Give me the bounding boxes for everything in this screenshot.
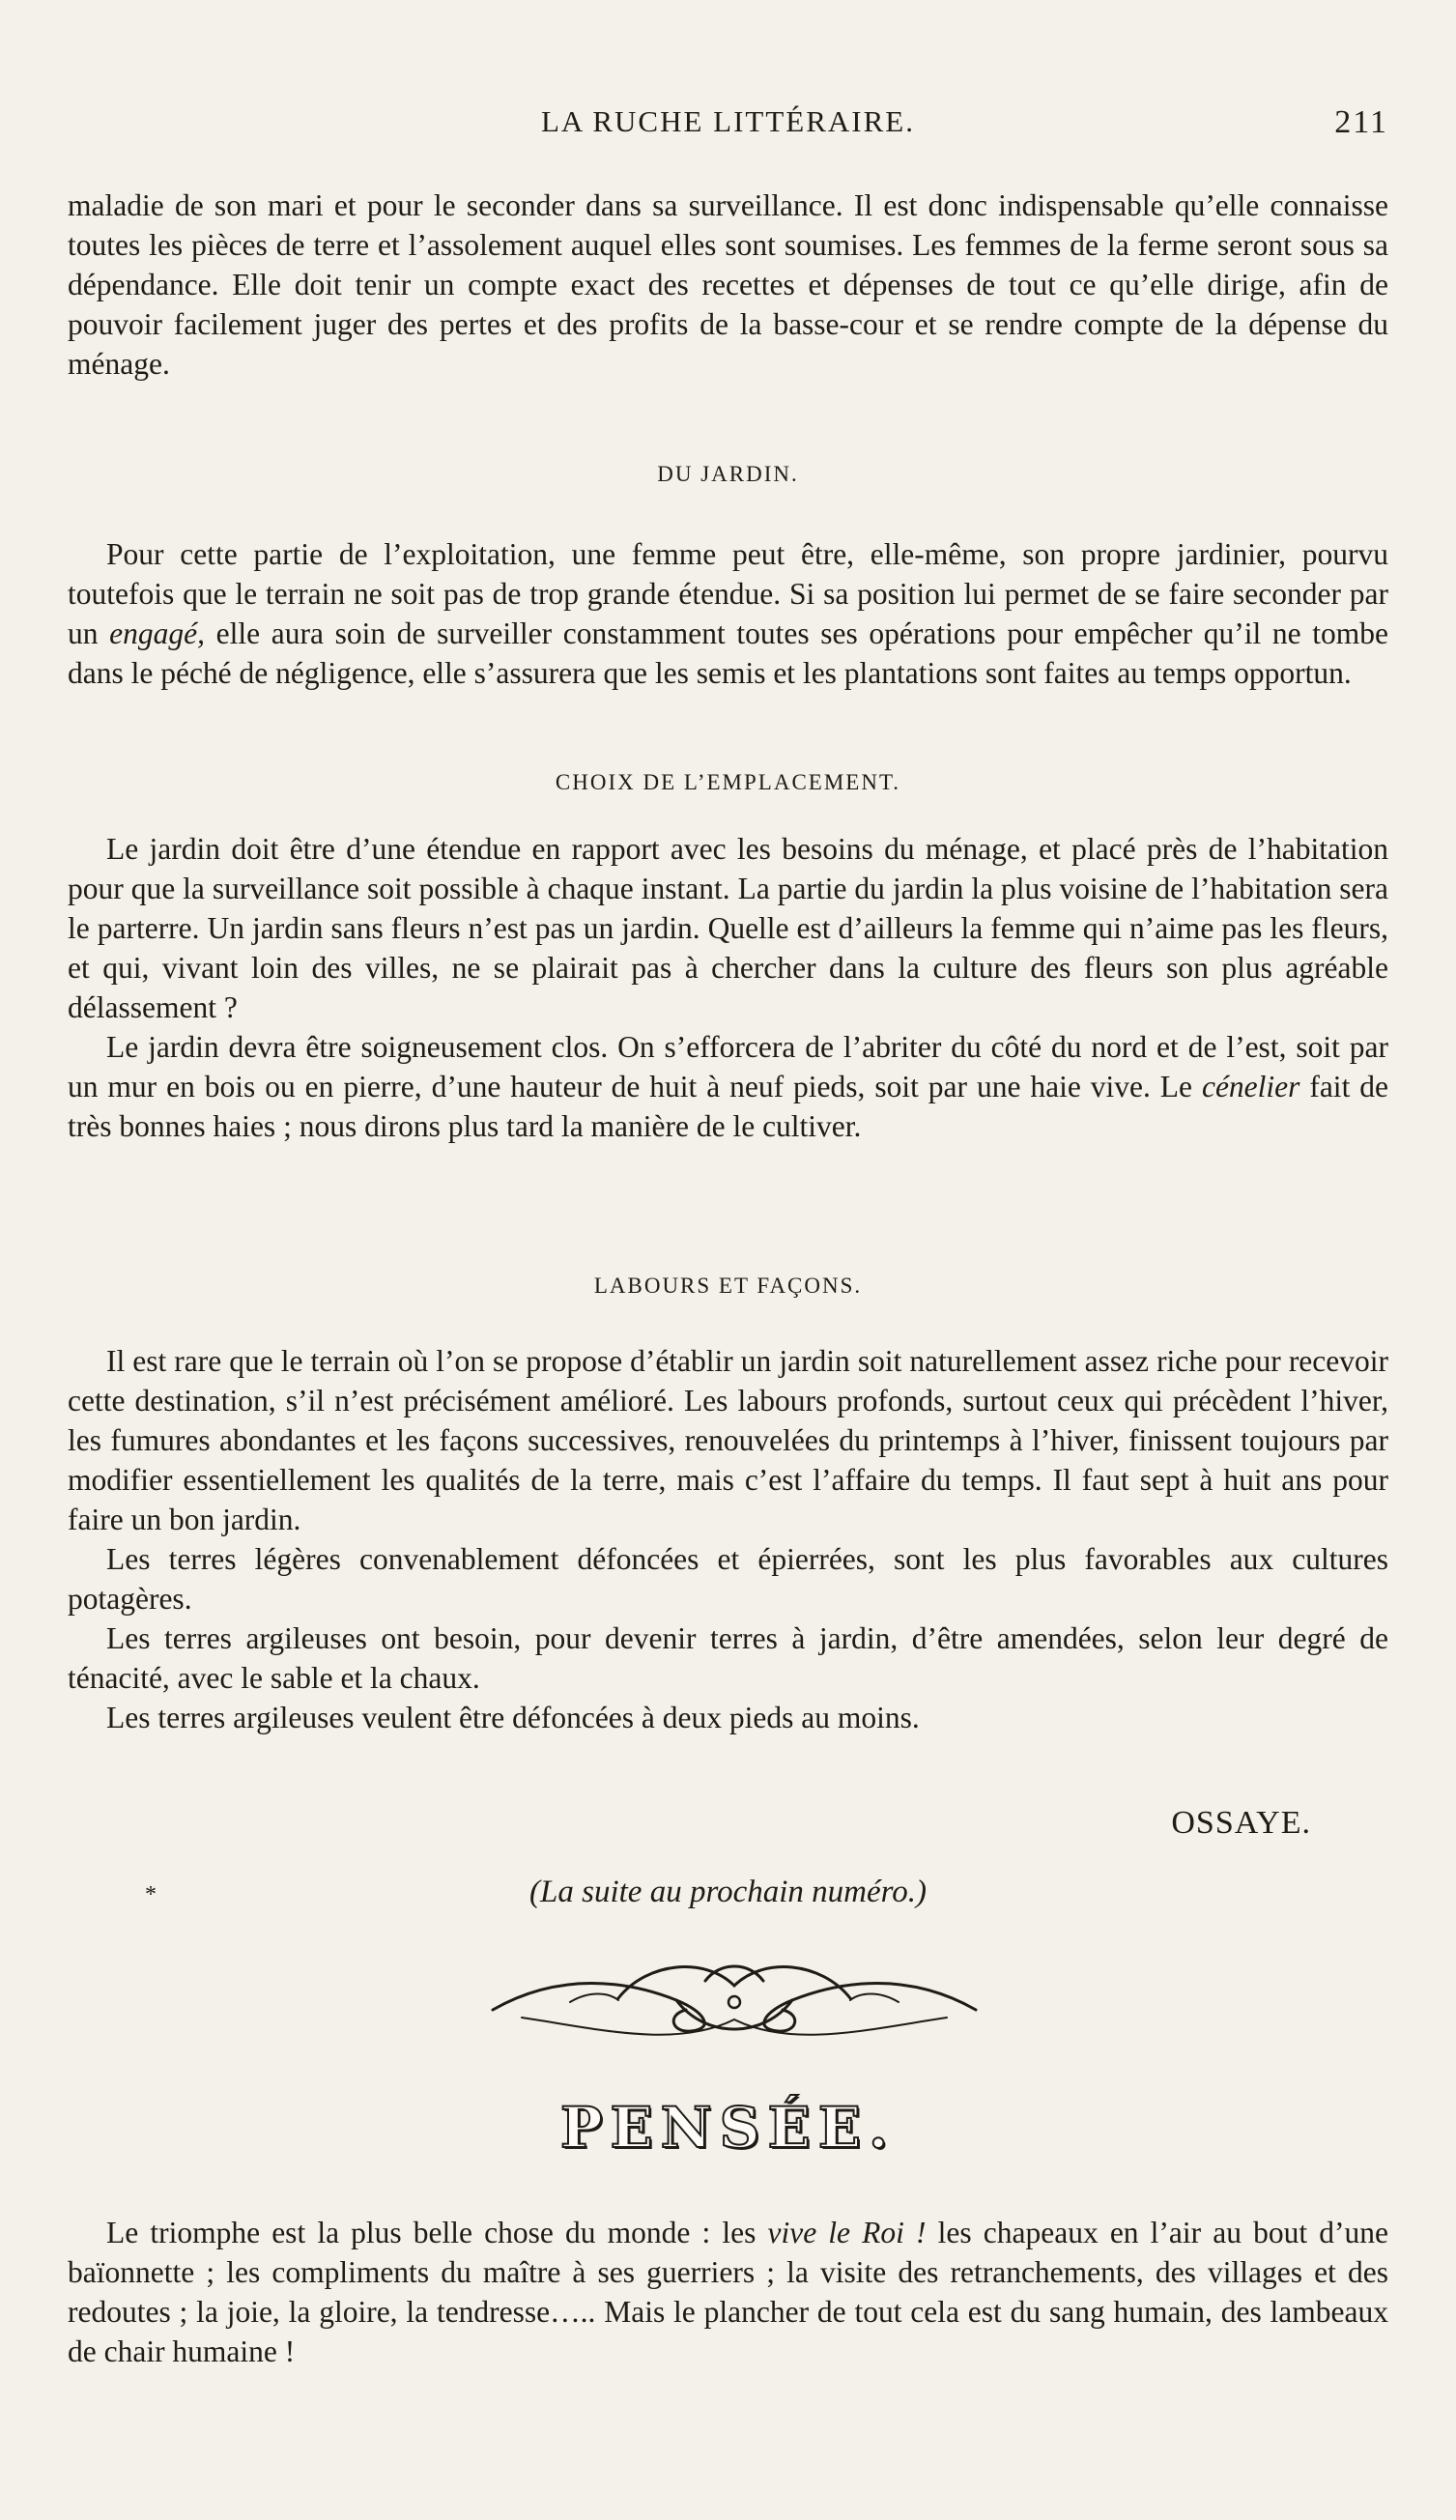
jardin-paragraph <box>68 534 1388 693</box>
pensee-text-1: Le triomphe est la plus belle chose du monde : les <box>106 2216 768 2249</box>
labours-paragraph-4: Les terres argileuses veulent être défoncées à deux pieds au moins. <box>106 1701 920 1734</box>
pensee-paragraph <box>68 2213 1388 2371</box>
page-number: 211 <box>1334 104 1388 140</box>
pensee-title: PENSÉE. <box>559 2095 897 2161</box>
pensee-text-2: les chapeaux en l’air au bout d’une baïonnette ; les compliments du maître à ses guerriers ; la visite des retranchements, des villages et des redoutes ; la joie, la gloire, la tendresse….. Mais le plancher de tout cela est du sang humain, des lambeaux de chair humaine ! <box>68 2216 1388 2368</box>
emplacement-emphasis: cénelier <box>1201 1070 1300 1103</box>
continuation-note: (La suite au prochain numéro.) <box>529 1875 927 1909</box>
emplacement-section <box>68 829 1388 1146</box>
heading-labours-facons: LABOURS ET FAÇONS. <box>593 1274 863 1298</box>
pensee-emphasis: vive le Roi ! <box>767 2216 927 2249</box>
labours-paragraph-2: Les terres légères convenablement défoncées et épierrées, sont les plus favorables aux cultures potagères. <box>68 1542 1388 1616</box>
labours-paragraph-1: Il est rare que le terrain où l’on se propose d’établir un jardin soit naturellement assez riche pour recevoir cette destination, s’il n’est précisément amélioré. Les labours profonds, surtout ceux qui précèdent l’hiver, les fumures abondantes et les façons successives, renouvelées du printemps à l’hiver, finissent toujours par modifier essentiellement les qualités de la terre, mais c’est l’affaire du temps. Il faut sept à huit ans pour faire un bon jardin. <box>68 1344 1388 1536</box>
jardin-text-2: elle aura soin de surveiller constamment toutes ses opérations pour empêcher qu’il ne tombe dans le péché de négligence, elle s’assurera que les semis et les plantations sont faites au temps opportun. <box>68 616 1388 690</box>
emplacement-paragraph-2 <box>68 1027 1388 1146</box>
jardin-emphasis: engagé, <box>109 616 205 650</box>
labours-section <box>68 1341 1388 1737</box>
author-signature: OSSAYE. <box>1171 1805 1311 1841</box>
heading-du-jardin: DU JARDIN. <box>657 462 799 486</box>
emplacement-paragraph-1: Le jardin doit être d’une étendue en rapport avec les besoins du ménage, et placé près de l’habitation pour que la surveillance soit possible à chaque instant. La partie du jardin la plus voisine de l’habitation sera le parterre. Un jardin sans fleurs n’est pas un jardin. Quelle est d’ailleurs la femme qui n’aime pas les fleurs, et qui, vivant loin des villes, ne se plairait pas à chercher dans la culture des fleurs son plus agréable délassement ? <box>68 832 1388 1024</box>
intro-paragraph: maladie de son mari et pour le seconder dans sa surveillance. Il est donc indispensable qu’elle connaisse toutes les pièces de terre et l’assolement auquel elles sont soumises. Les femmes de la ferme seront sous sa dépendance. Elle doit tenir un compte exact des recettes et dépenses de tout ce qu’elle dirige, afin de pouvoir facilement juger des pertes et des profits de la basse-cour et se rendre compte de la dépense du ménage. <box>68 188 1388 381</box>
pensee-section <box>68 2213 1388 2371</box>
jardin-section <box>68 534 1388 693</box>
book-page <box>68 0 1388 2520</box>
emplacement-text-1: Le jardin devra être soigneusement clos. On s’efforcera de l’abriter du côté du nord et de l’est, soit par un mur en bois ou en pierre, d’une hauteur de huit à neuf pieds, soit par une haie vive. Le <box>68 1030 1388 1103</box>
jardin-text-1: Pour cette partie de l’exploitation, une femme peut être, elle-même, son propre jardinier, pourvu toutefois que le terrain ne soit pas de trop grande étendue. Si sa position lui permet de se faire seconder par un <box>68 537 1388 650</box>
emplacement-text-2: fait de très bonnes haies ; nous dirons plus tard la manière de le cultiver. <box>68 1070 1388 1143</box>
running-title: LA RUCHE LITTÉRAIRE. <box>541 104 915 138</box>
labours-paragraph-3: Les terres argileuses ont besoin, pour devenir terres à jardin, d’être amendées, selon leur degré de ténacité, avec le sable et la chaux. <box>68 1621 1388 1695</box>
running-head <box>68 104 1388 143</box>
heading-choix-emplacement: CHOIX DE L’EMPLACEMENT. <box>555 770 901 794</box>
ornamental-flourish <box>483 1942 985 2058</box>
asterisk-mark: * <box>145 1882 157 1907</box>
intro-paragraph-block <box>68 186 1388 384</box>
